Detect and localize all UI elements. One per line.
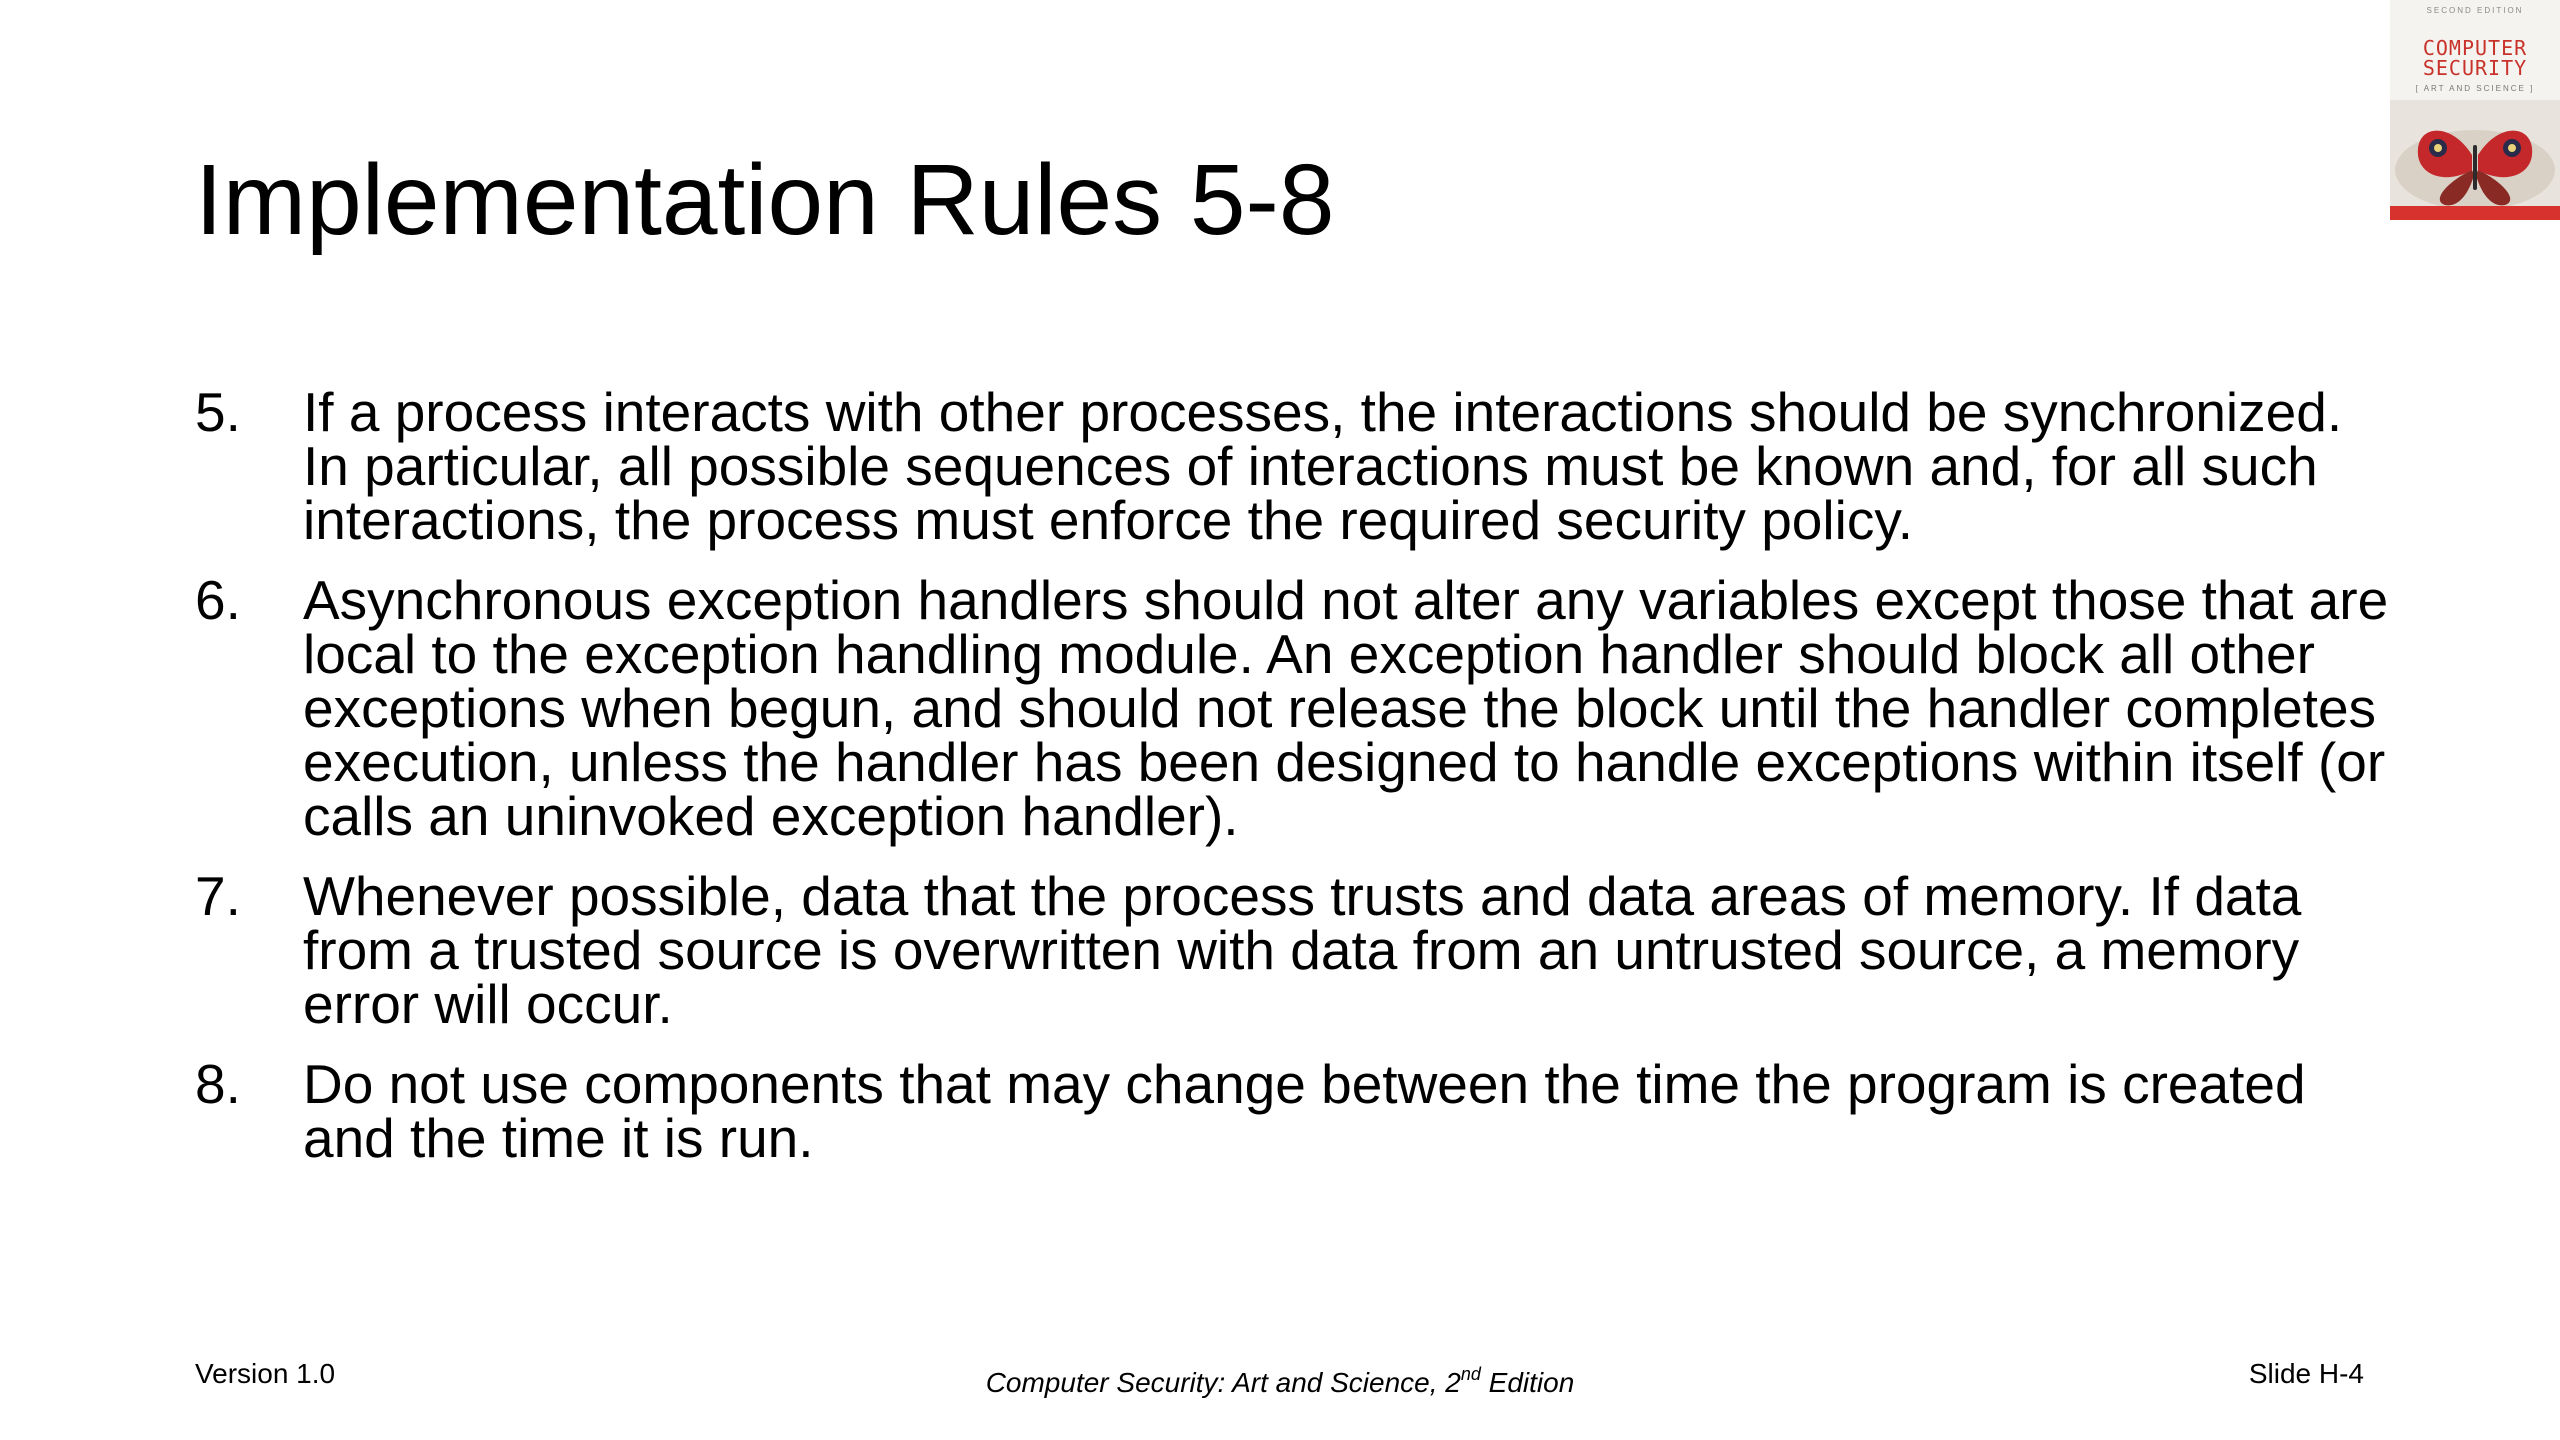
rule-text: Whenever possible, data that the process trusts and data areas of memory. If data from a trusted source is overwritten with data from an untrusted source, a memory error will occur. xyxy=(303,865,2302,1035)
footer-book-title-sup: nd xyxy=(1460,1364,1481,1384)
rule-text: Asynchronous exception handlers should not alter any variables except those that are local to the exception handling module. An exception handler should block all other exceptions when begun, and should not release the block until the handler completes execution, unless the handler has been designed to handle exceptions within itself (or calls an uninvoked exception handler). xyxy=(303,569,2389,847)
book-cover xyxy=(2390,0,2560,220)
rules-list xyxy=(195,381,2395,1191)
list-item xyxy=(195,381,2395,551)
cover-title-line2: SECURITY xyxy=(2422,56,2528,80)
list-item xyxy=(195,865,2395,1035)
footer-book-title-text: Computer Security: Art and Science, 2 xyxy=(985,1367,1461,1398)
list-item xyxy=(195,1053,2395,1169)
cover-edition: SECOND EDITION xyxy=(2426,6,2524,15)
rule-number: 5. xyxy=(195,381,241,443)
cover-title-line1: COMPUTER xyxy=(2422,36,2528,60)
footer-slide-number: Slide H-4 xyxy=(2248,1358,2364,1389)
cover-band xyxy=(2390,206,2560,220)
butterfly-image xyxy=(2390,100,2560,210)
slide-title: Implementation Rules 5-8 xyxy=(195,144,1335,256)
list-item xyxy=(195,569,2395,847)
rule-text: Do not use components that may change between the time the program is created and the time it is run. xyxy=(303,1053,2306,1169)
footer-book-edition: Edition xyxy=(1480,1367,1575,1398)
rule-text: If a process interacts with other processes, the interactions should be synchronized. In particular, all possible sequences of interactions must be known and, for all such interactions, the process must enforce the required security policy. xyxy=(303,381,2343,551)
rule-number: 6. xyxy=(195,569,241,631)
footer-version: Version 1.0 xyxy=(195,1358,336,1389)
rule-number: 8. xyxy=(195,1053,241,1115)
rule-number: 7. xyxy=(195,865,241,927)
footer-book-title xyxy=(0,1356,2560,1401)
cover-subtitle: [ ART AND SCIENCE ] xyxy=(2415,84,2535,93)
